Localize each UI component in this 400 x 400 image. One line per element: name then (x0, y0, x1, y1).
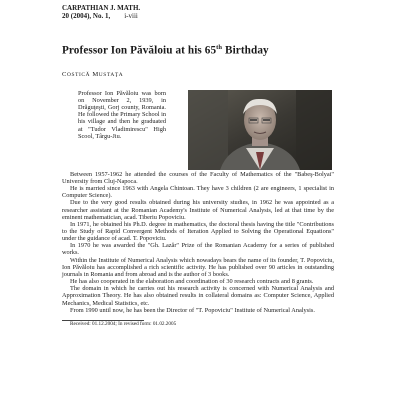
author-name: COSTICĂ MUSTAŢA (62, 70, 124, 78)
intro-paragraph: Professor Ion Păvăloiu was born on November 2, 1939, in Drăguţeşti, Gorj county, Romania. He followed the Primary School in his village and then he graduated at "Tudor Vladimirescu" High Scool, Târgu-Jiu. (78, 89, 166, 140)
body-paragraph: The domain in which he carries out his research activity is concerned with Numerical Analysis and Approximation Theory. He has also obtained results in collateral domains as: Computer Science, Applied Mechanics, Medical Statistics, etc. (62, 285, 334, 307)
article-title: Professor Ion Păvăloiu at his 65th Birthday (62, 44, 269, 57)
body-paragraph: Between 1957-1962 he attended the courses of the Faculty of Mathematics of the "Babeş-Bolyai" University from Cluj-Napoca. (62, 170, 334, 185)
title-superscript: th (216, 44, 223, 51)
body-paragraph: In 1970 he was awarded the "Gh. Lazăr" Prize of the Romanian Academy for a series of published works. (62, 242, 334, 257)
portrait-image (188, 90, 332, 170)
body-paragraph: From 1990 until now, he has been the Director of "T. Popoviciu" Institute of Numerical Analysis. (70, 306, 315, 314)
body-paragraph: He has also cooperated in the elaboration and coordination of 30 research contracts and 8 grants. (70, 278, 314, 286)
article-body (62, 171, 334, 314)
portrait-photo (188, 90, 332, 170)
body-paragraph: Within the Institute of Numerical Analysis which nowadays bears the name of its founder, T. Popoviciu, Ion Păvăloiu has accomplished a rich scientific activity. He has published over 90 articles in outstanding journals in Romania and from abroad and is the author of 3 books. (62, 256, 334, 278)
received-footnote: Received: 01.12.2004; In revised form: 01.02.2005 (70, 320, 177, 327)
body-paragraph: Due to the very good results obtained during his university studies, in 1962 he was appointed as a researcher assistant at the Romanian Academy's Institute of Numerical Analysis, led at that time by the eminent mathematician, acad. Tiberiu Popoviciu. (62, 199, 334, 221)
journal-header (62, 4, 334, 20)
body-paragraph: He is married since 1963 with Angela Chintoan. They have 3 children (2 are engineers, 1 specialist in Computer Science). (62, 185, 334, 200)
journal-name: CARPATHIAN J. MATH. (62, 4, 141, 12)
journal-volume: 20 (2004), No. 1, (62, 12, 111, 20)
body-paragraph: In 1971, he obtained his Ph.D. degree in mathematics, the doctoral thesis having the title "Contributions to the Study of Rapid Convergent Methods of Iteration Applied to Solving the Operational Equations" under the guidance of acad. T. Popoviciu. (62, 220, 334, 243)
journal-pages: i-viii (124, 12, 138, 20)
intro-section (62, 90, 334, 171)
